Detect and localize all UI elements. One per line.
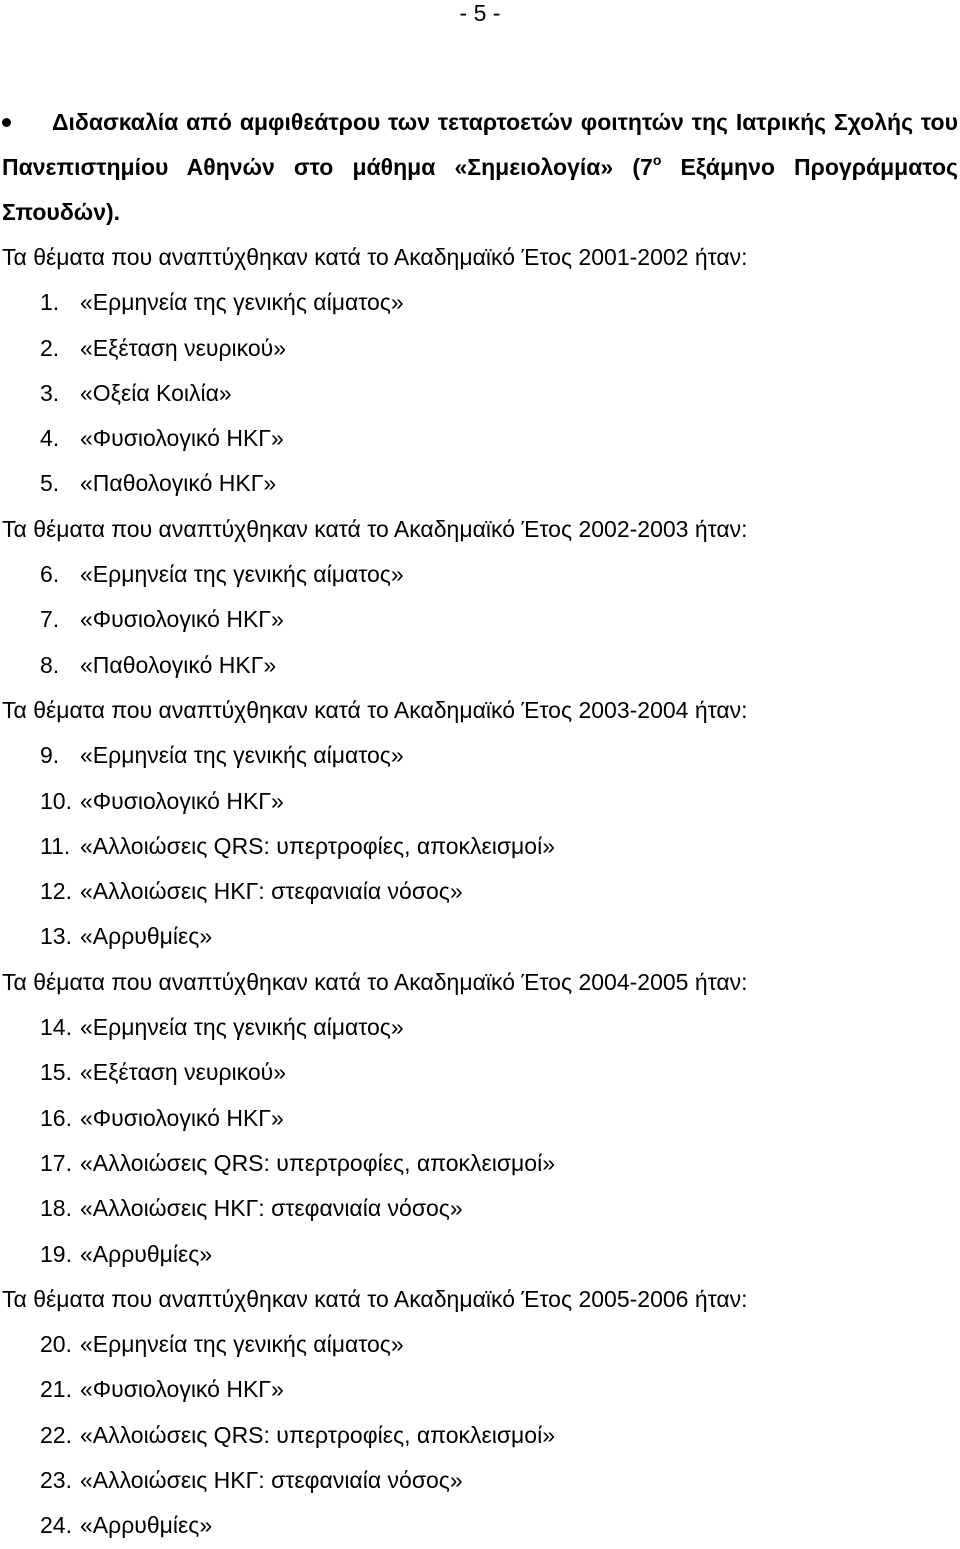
section-heading: Τα θέματα που αναπτύχθηκαν κατά το Ακαδημαϊκό Έτος 2003-2004 ήταν: xyxy=(2,696,748,723)
list-item-text: «Αρρυθμίες» xyxy=(80,923,213,950)
list-item-text: «Αλλοιώσεις ΗΚΓ: στεφανιαία νόσος» xyxy=(80,1195,463,1222)
list-item xyxy=(2,1096,958,1141)
list-item-text: «Παθολογικό ΗΚΓ» xyxy=(80,651,277,678)
list-item-text: «Ερμηνεία της γενικής αίματος» xyxy=(80,1014,404,1041)
bullet-superscript: ο xyxy=(652,152,662,168)
list-item-number: 14. xyxy=(40,1014,72,1041)
list-item-text: «Οξεία Κοιλία» xyxy=(80,379,232,406)
list-item-number: 3. xyxy=(40,379,60,406)
list-item-number: 12. xyxy=(40,878,72,905)
list-item-number: 17. xyxy=(40,1149,72,1176)
list-item-text: «Ερμηνεία της γενικής αίματος» xyxy=(80,561,404,588)
list-item xyxy=(2,597,958,642)
list-item-text: «Ερμηνεία της γενικής αίματος» xyxy=(80,1331,404,1358)
list-item-text: «Φυσιολογικό ΗΚΓ» xyxy=(80,606,284,633)
list-item xyxy=(2,1232,958,1277)
list-item-text: «Αλλοιώσεις QRS: υπερτροφίες, αποκλεισμοί» xyxy=(80,832,555,859)
list-item-number: 5. xyxy=(40,470,60,497)
section-heading: Τα θέματα που αναπτύχθηκαν κατά το Ακαδημαϊκό Έτος 2002-2003 ήταν: xyxy=(2,515,748,542)
list-item-number: 24. xyxy=(40,1512,72,1539)
section-heading: Τα θέματα που αναπτύχθηκαν κατά το Ακαδημαϊκό Έτος 2001-2002 ήταν: xyxy=(2,244,748,270)
list-item-number: 23. xyxy=(40,1467,72,1494)
list-item-text: «Εξέταση νευρικού» xyxy=(80,1059,287,1086)
list-item-number: 4. xyxy=(40,425,60,452)
bullet-paragraph xyxy=(2,100,958,235)
list-item-number: 13. xyxy=(40,923,72,950)
list-item-number: 18. xyxy=(40,1195,72,1222)
list-item-text: «Φυσιολογικό ΗΚΓ» xyxy=(80,1104,284,1131)
list-item-number: 22. xyxy=(40,1421,72,1448)
list-item xyxy=(2,1367,958,1412)
bullet-text-end: Εξάμηνο Προγράμματος Σπουδών). xyxy=(2,154,959,225)
list-item xyxy=(2,1186,958,1231)
list-item xyxy=(2,1503,958,1548)
list-item-text: «Αλλοιώσεις QRS: υπερτροφίες, αποκλεισμοί» xyxy=(80,1149,555,1176)
list-item-text: «Αλλοιώσεις ΗΚΓ: στεφανιαία νόσος» xyxy=(80,1467,463,1494)
list-item-text: «Φυσιολογικό ΗΚΓ» xyxy=(80,1376,284,1403)
list-item-text: «Ερμηνεία της γενικής αίματος» xyxy=(80,742,404,769)
list-item-text: «Φυσιολογικό ΗΚΓ» xyxy=(80,425,284,452)
list-item-number: 15. xyxy=(40,1059,72,1086)
list-item-number: 19. xyxy=(40,1240,72,1267)
list-item xyxy=(2,1458,958,1503)
bullet-dot-icon xyxy=(2,118,11,127)
list-item xyxy=(2,733,958,778)
list-item-number: 7. xyxy=(40,606,60,633)
list-item-text: «Ερμηνεία της γενικής αίματος» xyxy=(80,289,404,316)
section-heading: Τα θέματα που αναπτύχθηκαν κατά το Ακαδημαϊκό Έτος 2004-2005 ήταν: xyxy=(2,968,748,995)
list-item-text: «Φυσιολογικό ΗΚΓ» xyxy=(80,787,284,814)
list-item xyxy=(2,1005,958,1050)
list-item xyxy=(2,643,958,688)
list-item-text: «Παθολογικό ΗΚΓ» xyxy=(80,470,277,497)
list-item-number: 1. xyxy=(40,289,60,316)
list-item xyxy=(2,1050,958,1095)
list-item xyxy=(2,914,958,959)
list-item xyxy=(2,461,958,506)
list-item-number: 2. xyxy=(40,334,60,361)
list-item-number: 21. xyxy=(40,1376,72,1403)
list-item xyxy=(2,326,958,371)
list-item xyxy=(2,1141,958,1186)
page-number: - 5 - xyxy=(459,0,501,26)
list-item-text: «Αρρυθμίες» xyxy=(80,1240,213,1267)
list-item-number: 8. xyxy=(40,651,60,678)
list-item-number: 16. xyxy=(40,1104,72,1131)
section-heading: Τα θέματα που αναπτύχθηκαν κατά το Ακαδημαϊκό Έτος 2005-2006 ήταν: xyxy=(2,1285,748,1312)
list-item xyxy=(2,824,958,869)
document-body xyxy=(2,100,958,1549)
list-item xyxy=(2,280,958,325)
list-item-number: 11. xyxy=(40,832,71,859)
list-item xyxy=(2,416,958,461)
list-item-number: 20. xyxy=(40,1331,72,1358)
list-item xyxy=(2,1322,958,1367)
list-item xyxy=(2,1413,958,1458)
list-item xyxy=(2,552,958,597)
list-item-text: «Αρρυθμίες» xyxy=(80,1512,213,1539)
list-item-text: «Εξέταση νευρικού» xyxy=(80,334,287,361)
list-item-text: «Αλλοιώσεις ΗΚΓ: στεφανιαία νόσος» xyxy=(80,878,463,905)
list-item xyxy=(2,869,958,914)
list-item-text: «Αλλοιώσεις QRS: υπερτροφίες, αποκλεισμοί» xyxy=(80,1421,555,1448)
list-item xyxy=(2,779,958,824)
list-item-number: 10. xyxy=(40,787,72,814)
bullet-text-start: Διδασκαλία από αμφιθεάτρου των τεταρτοετών φοιτητών της Ιατρικής Σχολής του Πανεπιστημίου Αθηνών στο μάθημα «Σημειολογία» (7 xyxy=(2,109,958,180)
list-item-number: 9. xyxy=(40,742,60,769)
list-item-number: 6. xyxy=(40,561,60,588)
topics-list xyxy=(2,235,958,1549)
list-item xyxy=(2,371,958,416)
